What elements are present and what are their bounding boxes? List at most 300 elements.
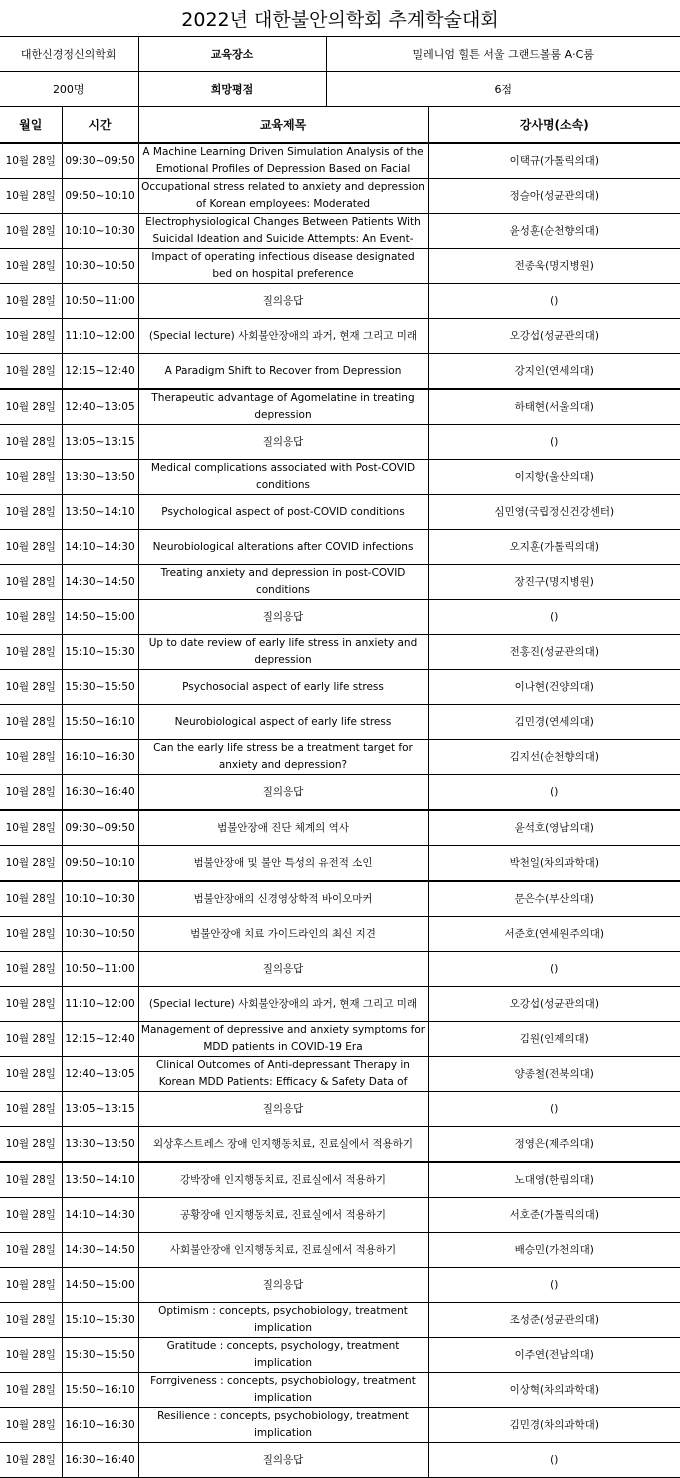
row-topic-text: A Paradigm Shift to Recover from Depression [164,364,402,377]
schedule-body [0,143,680,1478]
schedule-header-row [0,107,680,144]
row-speaker [428,1338,680,1373]
row-date-text: 10월 28일 [5,785,56,798]
row-topic [138,881,428,917]
row-speaker-text: 김원(인제의대) [519,1032,589,1045]
row-date [0,1303,62,1338]
row-time-text: 11:10~12:00 [65,997,135,1010]
row-time [62,143,138,179]
row-date [0,425,62,460]
header-speaker: 강사명(소속) [428,107,680,144]
table-row [0,1022,680,1057]
row-date [0,846,62,882]
row-speaker [428,987,680,1022]
row-speaker-text: 문은수(부산의대) [514,892,594,905]
row-topic-text: Impact of operating infectious disease designated bed on hospital preference [151,251,415,280]
row-speaker-text: () [550,294,559,307]
row-time-text: 13:50~14:10 [65,1173,135,1186]
table-row [0,1338,680,1373]
row-time-text: 16:30~16:40 [65,785,135,798]
row-topic [138,389,428,425]
row-date [0,881,62,917]
score-label: 희망평점 [138,72,326,107]
row-speaker-text: 서준호(연세원주의대) [504,927,604,940]
table-row [0,249,680,284]
row-time [62,1022,138,1057]
row-topic [138,1408,428,1443]
row-date [0,1443,62,1478]
row-speaker-text: 이상혁(차의과학대) [509,1383,599,1396]
score: 6점 [326,72,680,107]
row-topic [138,530,428,565]
row-speaker [428,1127,680,1163]
row-time-text: 11:10~12:00 [65,329,135,342]
row-date [0,179,62,214]
row-topic-text: Medical complications associated with Post-COVID conditions [150,462,416,491]
venue: 밀레니엄 힐튼 서울 그랜드볼룸 A·C룸 [326,37,680,72]
row-topic-text: Can the early life stress be a treatment target for anxiety and depression? [153,742,413,771]
row-date-text: 10월 28일 [5,1383,56,1396]
row-speaker-text: () [550,435,559,448]
row-time-text: 09:50~10:10 [65,856,135,869]
row-topic-text: Forrgiveness : concepts, psychobiology, treatment implication [150,1375,416,1404]
row-speaker [428,1057,680,1092]
row-topic [138,1022,428,1057]
row-date [0,249,62,284]
row-date-text: 10월 28일 [5,189,56,202]
row-time-text: 14:50~15:00 [65,1278,135,1291]
row-speaker-text: 서호준(가톨릭의대) [509,1208,599,1221]
table-row [0,600,680,635]
row-speaker-text: 이주연(전남의대) [514,1348,594,1361]
row-time-text: 10:50~11:00 [65,962,135,975]
row-time-text: 09:30~09:50 [65,154,135,167]
row-topic-text: Psychological aspect of post-COVID conditions [161,505,405,518]
row-speaker-text: 김지선(순천향의대) [509,750,599,763]
row-topic [138,740,428,775]
row-date [0,705,62,740]
schedule-table [0,106,680,1478]
table-row [0,881,680,917]
row-speaker-text: 이나현(건양의대) [514,680,594,693]
row-speaker [428,565,680,600]
row-topic-text: Management of depressive and anxiety symptoms for MDD patients in COVID-19 Era [140,1024,426,1053]
table-row [0,319,680,354]
header-topic: 교육제목 [138,107,428,144]
table-row [0,1443,680,1478]
table-row [0,143,680,179]
row-topic-text: Treating anxiety and depression in post-COVID conditions [160,567,406,596]
row-time [62,705,138,740]
row-time [62,530,138,565]
row-topic-text: Optimism : concepts, psychobiology, treatment implication [158,1305,408,1334]
row-topic [138,565,428,600]
row-topic-text: 질의응답 [262,785,304,798]
row-speaker [428,214,680,249]
row-date [0,670,62,705]
row-time [62,881,138,917]
row-topic-text: Gratitude : concepts, psychology, treatment implication [166,1340,400,1369]
row-time-text: 16:10~16:30 [65,750,135,763]
row-date-text: 10월 28일 [5,680,56,693]
row-speaker-text: 장진구(명지병원) [514,575,594,588]
row-date [0,987,62,1022]
row-time [62,846,138,882]
row-time-text: 10:10~10:30 [65,892,135,905]
row-date-text: 10월 28일 [5,400,56,413]
table-row [0,917,680,952]
row-speaker [428,1443,680,1478]
row-time-text: 13:30~13:50 [65,1137,135,1150]
row-date-text: 10월 28일 [5,575,56,588]
row-speaker [428,425,680,460]
row-date-text: 10월 28일 [5,1067,56,1080]
row-speaker [428,1233,680,1268]
row-topic-text: 질의응답 [262,610,304,623]
row-time [62,214,138,249]
row-speaker [428,775,680,811]
row-time [62,1233,138,1268]
table-row [0,740,680,775]
row-topic [138,179,428,214]
row-topic [138,1303,428,1338]
row-speaker [428,143,680,179]
row-topic-text: 질의응답 [262,1453,304,1466]
row-topic [138,1233,428,1268]
row-time-text: 12:15~12:40 [65,364,135,377]
row-speaker-text: 배승민(가천의대) [514,1243,594,1256]
info-row-venue [0,37,680,72]
row-topic [138,425,428,460]
row-topic [138,1268,428,1303]
row-time [62,284,138,319]
row-speaker [428,284,680,319]
row-speaker [428,495,680,530]
row-speaker-text: 정슬아(성균관의대) [509,189,599,202]
row-date [0,1127,62,1163]
row-date [0,1268,62,1303]
row-time-text: 15:30~15:50 [65,680,135,693]
row-time [62,319,138,354]
row-time [62,600,138,635]
row-date-text: 10월 28일 [5,1102,56,1115]
row-topic [138,600,428,635]
row-speaker [428,881,680,917]
table-row [0,1268,680,1303]
table-row [0,354,680,390]
row-time [62,389,138,425]
row-date [0,1338,62,1373]
row-time-text: 14:30~14:50 [65,575,135,588]
row-date-text: 10월 28일 [5,927,56,940]
row-time-text: 12:40~13:05 [65,1067,135,1080]
row-topic-text: 질의응답 [262,294,304,307]
row-speaker-text: 조성준(성균관의대) [509,1313,599,1326]
table-row [0,565,680,600]
row-speaker-text: () [550,785,559,798]
table-row [0,495,680,530]
table-row [0,1233,680,1268]
row-speaker [428,1268,680,1303]
row-time-text: 13:05~13:15 [65,1102,135,1115]
row-time [62,425,138,460]
row-date-text: 10월 28일 [5,470,56,483]
row-topic-text: Clinical Outcomes of Anti-depressant Therapy in Korean MDD Patients: Efficacy & Safety Data of [156,1059,410,1088]
row-topic [138,810,428,846]
row-speaker [428,249,680,284]
table-row [0,1373,680,1408]
row-date-text: 10월 28일 [5,1173,56,1186]
row-topic-text: 질의응답 [262,962,304,975]
table-row [0,810,680,846]
row-speaker [428,740,680,775]
row-time-text: 15:50~16:10 [65,1383,135,1396]
row-date-text: 10월 28일 [5,610,56,623]
row-topic [138,1338,428,1373]
row-topic [138,1198,428,1233]
row-topic-text: Occupational stress related to anxiety and depression of Korean employees: Moderated [141,181,425,210]
row-topic-text: 범불안장애 및 불안 특성의 유전적 소인 [193,856,373,869]
row-topic-text: 질의응답 [262,1102,304,1115]
row-time [62,810,138,846]
row-speaker [428,1373,680,1408]
row-date [0,635,62,670]
row-date [0,460,62,495]
row-topic [138,249,428,284]
table-row [0,389,680,425]
row-date-text: 10월 28일 [5,892,56,905]
row-speaker [428,952,680,987]
row-speaker-text: 심민영(국립정신건강센터) [494,505,615,518]
document-title: 2022년 대한불안의학회 추계학술대회 [0,0,680,37]
row-speaker-text: () [550,1453,559,1466]
table-row [0,1303,680,1338]
row-time [62,1162,138,1198]
row-date [0,1092,62,1127]
row-time [62,495,138,530]
row-time [62,1198,138,1233]
row-time [62,249,138,284]
row-time-text: 13:30~13:50 [65,470,135,483]
table-row [0,214,680,249]
row-speaker-text: 윤석호(영남의대) [514,821,594,834]
row-speaker-text: 이택규(가톨릭의대) [509,154,599,167]
row-time-text: 10:30~10:50 [65,259,135,272]
row-date [0,917,62,952]
row-topic [138,1162,428,1198]
table-row [0,670,680,705]
organizer: 대한신경정신의학회 [0,37,138,72]
row-speaker-text: 노대영(한림의대) [514,1173,594,1186]
venue-label: 교육장소 [138,37,326,72]
row-topic [138,214,428,249]
row-speaker [428,530,680,565]
row-topic-text: Electrophysiological Changes Between Patients With Suicidal Ideation and Suicide Attempts: An Event- [145,216,421,245]
row-speaker [428,635,680,670]
row-time [62,354,138,390]
row-topic-text: Up to date review of early life stress in anxiety and depression [148,637,418,666]
row-time-text: 15:10~15:30 [65,645,135,658]
row-date-text: 10월 28일 [5,1243,56,1256]
row-date [0,1373,62,1408]
row-date [0,284,62,319]
row-topic [138,495,428,530]
row-speaker-text: () [550,1102,559,1115]
row-date-text: 10월 28일 [5,224,56,237]
row-time [62,952,138,987]
row-topic [138,354,428,390]
row-date [0,1162,62,1198]
row-date [0,810,62,846]
row-speaker [428,1303,680,1338]
row-time [62,1057,138,1092]
row-time [62,1268,138,1303]
row-date [0,389,62,425]
row-topic-text: 질의응답 [262,435,304,448]
row-speaker-text: 김민경(차의과학대) [509,1418,599,1431]
row-time [62,987,138,1022]
row-topic [138,1127,428,1163]
row-date-text: 10월 28일 [5,750,56,763]
row-topic [138,705,428,740]
row-topic [138,917,428,952]
row-date [0,1408,62,1443]
row-time-text: 16:30~16:40 [65,1453,135,1466]
row-topic [138,987,428,1022]
row-speaker [428,1198,680,1233]
row-time-text: 14:10~14:30 [65,540,135,553]
row-speaker [428,670,680,705]
row-topic-text: 사회불안장애 인지행동치료, 진료실에서 적용하기 [169,1243,397,1256]
row-topic [138,1373,428,1408]
row-topic-text: Therapeutic advantage of Agomelatine in treating depression [151,392,415,421]
row-date-text: 10월 28일 [5,540,56,553]
row-date-text: 10월 28일 [5,962,56,975]
row-topic-text: 공황장애 인지행동치료, 진료실에서 적용하기 [179,1208,387,1221]
row-date [0,600,62,635]
row-time [62,565,138,600]
row-date [0,319,62,354]
row-date-text: 10월 28일 [5,645,56,658]
table-row [0,284,680,319]
row-time [62,460,138,495]
row-time-text: 12:15~12:40 [65,1032,135,1045]
row-date [0,775,62,811]
table-row [0,635,680,670]
row-speaker-text: 전홍진(성균관의대) [509,645,599,658]
row-time [62,670,138,705]
row-speaker [428,1162,680,1198]
row-speaker [428,354,680,390]
row-date [0,952,62,987]
row-speaker [428,389,680,425]
row-topic [138,670,428,705]
row-time-text: 15:30~15:50 [65,1348,135,1361]
row-topic-text: Neurobiological aspect of early life stress [174,715,392,728]
row-speaker-text: 양종철(전북의대) [514,1067,594,1080]
row-speaker-text: () [550,1278,559,1291]
row-time [62,1303,138,1338]
row-date [0,495,62,530]
table-row [0,1092,680,1127]
row-time-text: 09:50~10:10 [65,189,135,202]
row-date-text: 10월 28일 [5,154,56,167]
row-topic [138,1057,428,1092]
table-row [0,952,680,987]
row-topic-text: Psychosocial aspect of early life stress [182,680,384,693]
row-time-text: 13:05~13:15 [65,435,135,448]
row-speaker-text: 오강섭(성균관의대) [509,329,599,342]
row-date-text: 10월 28일 [5,1137,56,1150]
row-speaker [428,460,680,495]
row-date-text: 10월 28일 [5,435,56,448]
row-date [0,1198,62,1233]
row-time-text: 14:10~14:30 [65,1208,135,1221]
row-date [0,214,62,249]
row-speaker [428,179,680,214]
table-row [0,1408,680,1443]
table-row [0,1127,680,1163]
row-time-text: 10:50~11:00 [65,294,135,307]
row-date-text: 10월 28일 [5,1278,56,1291]
row-speaker-text: 윤성훈(순천향의대) [509,224,599,237]
row-time [62,1127,138,1163]
row-date [0,565,62,600]
row-speaker-text: 박천일(차의과학대) [509,856,599,869]
row-topic-text: 질의응답 [262,1278,304,1291]
row-topic [138,1092,428,1127]
table-row [0,460,680,495]
row-speaker [428,1408,680,1443]
row-topic [138,319,428,354]
row-topic-text: (Special lecture) 사회불안장애의 과거, 현재 그리고 미래 [148,329,418,342]
row-date [0,740,62,775]
row-topic [138,635,428,670]
row-date [0,1057,62,1092]
row-date-text: 10월 28일 [5,294,56,307]
row-date-text: 10월 28일 [5,1348,56,1361]
row-topic-text: 범불안장애 진단 체계의 역사 [217,821,349,834]
row-time [62,1373,138,1408]
row-time-text: 14:50~15:00 [65,610,135,623]
table-row [0,530,680,565]
row-date-text: 10월 28일 [5,1418,56,1431]
row-time-text: 16:10~16:30 [65,1418,135,1431]
row-topic-text: Neurobiological alterations after COVID infections [152,540,414,553]
row-date-text: 10월 28일 [5,1208,56,1221]
row-date-text: 10월 28일 [5,1032,56,1045]
row-topic [138,775,428,811]
row-date-text: 10월 28일 [5,715,56,728]
info-row-score [0,72,680,107]
row-speaker-text: 오지훈(가톨릭의대) [509,540,599,553]
row-date [0,354,62,390]
row-time [62,775,138,811]
row-topic [138,952,428,987]
row-speaker [428,810,680,846]
row-speaker [428,1092,680,1127]
row-time [62,635,138,670]
row-date [0,530,62,565]
info-table [0,36,680,107]
capacity: 200명 [0,72,138,107]
row-topic-text: 범불안장애의 신경영상학적 바이오마커 [193,892,373,905]
row-time-text: 12:40~13:05 [65,400,135,413]
row-speaker-text: 전종욱(명지병원) [514,259,594,272]
row-speaker [428,1022,680,1057]
row-date-text: 10월 28일 [5,505,56,518]
row-time-text: 09:30~09:50 [65,821,135,834]
